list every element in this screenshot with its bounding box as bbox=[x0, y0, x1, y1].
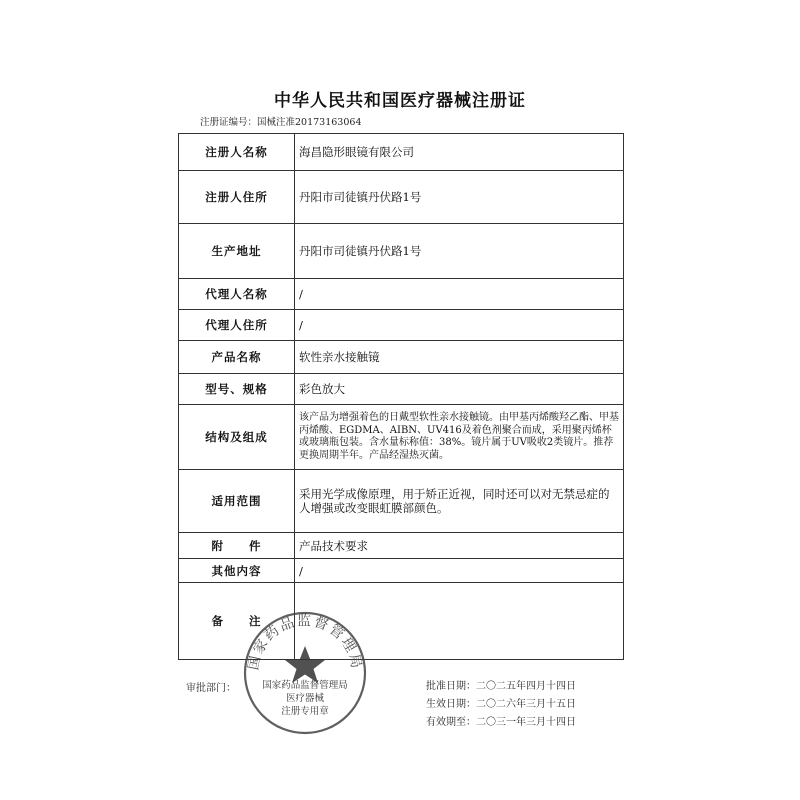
table-row bbox=[179, 341, 624, 374]
row-label: 型号、规格 bbox=[179, 374, 295, 405]
table-row bbox=[179, 279, 624, 310]
table-row bbox=[179, 134, 624, 171]
row-value: 丹阳市司徒镇丹伏路1号 bbox=[295, 224, 624, 279]
table-row bbox=[179, 171, 624, 224]
approval-department-label: 审批部门： bbox=[186, 683, 236, 694]
row-value: 丹阳市司徒镇丹伏路1号 bbox=[295, 171, 624, 224]
seal-inner-line: 注册专用章 bbox=[281, 706, 329, 717]
document-title: 中华人民共和国医疗器械注册证 bbox=[274, 91, 526, 111]
row-value: 软性亲水接触镜 bbox=[295, 341, 624, 374]
table-row bbox=[179, 470, 624, 533]
table-row bbox=[179, 224, 624, 279]
row-label: 注册人住所 bbox=[179, 171, 295, 224]
seal-inner-line: 国家药品监督管理局 bbox=[262, 680, 348, 691]
row-label: 其他内容 bbox=[179, 559, 295, 583]
date-block bbox=[426, 678, 576, 732]
row-label: 结构及组成 bbox=[179, 405, 295, 470]
seal-graphic bbox=[240, 608, 370, 738]
row-label: 代理人住所 bbox=[179, 310, 295, 341]
row-value: / bbox=[295, 559, 624, 583]
approval-date: 批准日期：二〇二五年四月十四日 bbox=[426, 681, 576, 692]
official-seal bbox=[240, 608, 370, 738]
row-label: 备 注 bbox=[179, 583, 295, 660]
row-value: 彩色放大 bbox=[295, 374, 624, 405]
row-label: 附 件 bbox=[179, 533, 295, 559]
row-label: 生产地址 bbox=[179, 224, 295, 279]
table-row bbox=[179, 559, 624, 583]
row-label: 注册人名称 bbox=[179, 134, 295, 171]
row-label: 适用范围 bbox=[179, 470, 295, 533]
seal-inner-line: 医疗器械 bbox=[285, 693, 324, 704]
row-value: / bbox=[295, 310, 624, 341]
expiry-date: 有效期至：二〇三一年三月十四日 bbox=[426, 717, 576, 728]
row-value: 采用光学成像原理，用于矫正近视，同时还可以对无禁忌症的人增强或改变眼虹膜部颜色。 bbox=[295, 470, 624, 533]
table-row bbox=[179, 310, 624, 341]
effective-date: 生效日期：二〇二六年三月十五日 bbox=[426, 699, 576, 710]
table-row bbox=[179, 533, 624, 559]
row-value: / bbox=[295, 279, 624, 310]
row-label: 代理人名称 bbox=[179, 279, 295, 310]
registration-number: 注册证编号：国械注准20173163064 bbox=[200, 117, 362, 128]
row-value: 该产品为增强着色的日戴型软性亲水接触镜。由甲基丙烯酸羟乙酯、甲基丙烯酸、EGDMA、AIBN、UV416及着色剂聚合而成，采用聚丙烯杯或玻璃瓶包装。含水量标称值：38%。镜片属于UV吸收2类镜片。推荐更换周期半年。产品经湿热灭菌。 bbox=[295, 405, 624, 470]
row-value: 产品技术要求 bbox=[295, 533, 624, 559]
table-row bbox=[179, 405, 624, 470]
svg-text:国家药品监督管理局: 国家药品监督管理局 bbox=[245, 613, 365, 672]
table-row bbox=[179, 374, 624, 405]
registration-table bbox=[178, 133, 624, 660]
row-value: 海昌隐形眼镜有限公司 bbox=[295, 134, 624, 171]
row-label: 产品名称 bbox=[179, 341, 295, 374]
